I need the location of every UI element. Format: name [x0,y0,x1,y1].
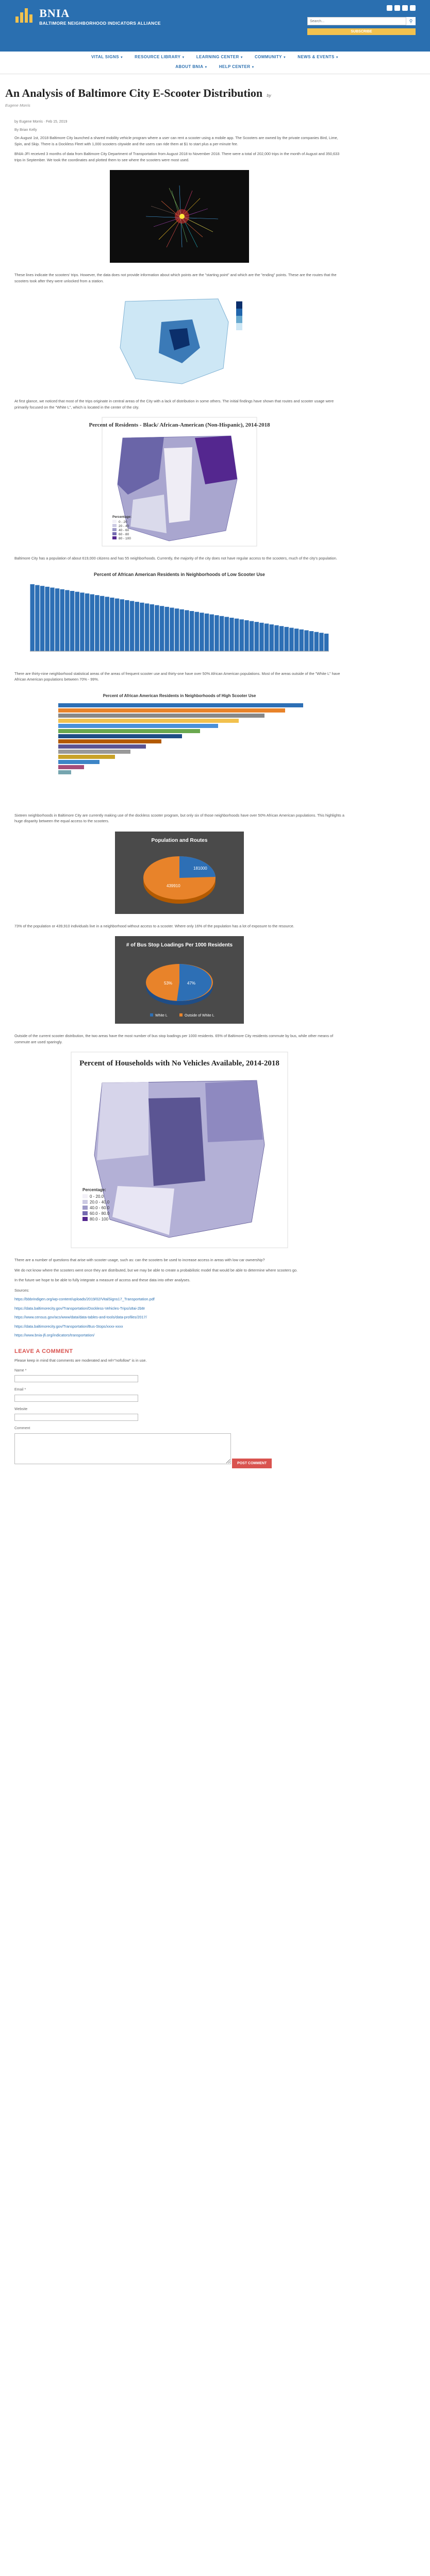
search-icon: ⚲ [409,18,413,24]
bar [315,632,319,651]
site-header [0,0,430,52]
scooter-routes-map [110,170,249,263]
chevron-down-icon: ▼ [181,56,185,59]
scooter-density-map [105,291,254,389]
bar [220,616,224,651]
african-american-map [89,417,270,546]
bar [45,586,49,651]
bar [58,724,218,728]
facebook-icon[interactable] [387,5,392,11]
bar [105,597,109,651]
bar [170,607,174,651]
population-routes-pie [115,832,244,914]
bar [195,612,199,651]
nav-community[interactable]: COMMUNITY ▼ [254,55,287,59]
paragraph-9: Outside of the current scooter distribution, the two areas have the most number of bus stop loadings per 1000 residents. 65% of Baltimore City residents commute by bus, while other means of commute are used sparingly. [14,1033,334,1044]
bar [40,586,44,651]
page-title: An Analysis of Baltimore City E-Scooter Distribution [5,87,263,99]
bar [135,602,139,651]
bar [324,633,328,651]
bar [58,714,264,718]
bar [58,708,285,713]
website-label: Website [14,1407,28,1411]
sources-list [14,1287,344,1338]
bar [65,590,69,651]
bar [155,605,159,651]
chevron-down-icon: ▼ [283,56,287,59]
bar [130,601,134,651]
pie-title: Population and Routes [151,837,208,843]
logo-subtitle: BALTIMORE NEIGHBORHOOD INDICATORS ALLIANCE [39,21,161,26]
name-field[interactable] [14,1375,138,1382]
map-title-line1: Percent of Residents - Black/ African-American (Non-Hispanic), 2014-2018 [89,422,270,428]
website-field[interactable] [14,1414,138,1421]
bar [58,739,161,743]
nav-about-bnia[interactable]: ABOUT BNIA ▼ [175,64,208,69]
chevron-down-icon: ▼ [251,66,255,69]
no-vehicles-map [71,1052,288,1248]
paragraph-8: 73% of the population or 439,910 individuals live in a neighborhood without access to a scooter. Where only 16% of the population has a lot of exposure to the resource. [14,923,294,928]
youtube-icon[interactable] [410,5,416,11]
bar [50,587,54,651]
source-link[interactable]: https://www.bnia-jfi.org/indicators/transportation/ [14,1333,95,1337]
source-link[interactable]: https://data.baltimorecity.gov/Transportation/Bus-Stops/xxxx-xxxx [14,1324,123,1329]
bar [274,625,278,651]
search-box [307,17,416,25]
legend-swatch-2 [179,1013,183,1016]
bar [58,719,239,723]
sources-heading: Sources: [14,1287,29,1293]
pie-label-2: 47% [187,981,196,986]
bar [289,628,293,651]
paragraph-4: At first glance, we noticed that most of the trips originate in central areas of the City with a lack of distribution in some others. The initial findings have shown that routes and scooter usage were primarily focused on the "White L", which is located in the center of the city. [14,399,334,410]
post-header [0,74,430,108]
source-link[interactable]: https://data.baltimorecity.gov/Transportation/Dockless-Vehicles-Trips/s8ai-2b8r [14,1306,145,1311]
source-link[interactable]: https://www.census.gov/acs/www/data/data-tables-and-tools/data-profiles/2017/ [14,1315,147,1319]
bar [250,621,254,651]
bar [35,585,39,651]
logo-title: BNIA [39,7,70,20]
source-link[interactable]: https://bbbrindigen.org/wp-content/uploads/2019/02/VitalSigns17_Transportation.pdf [14,1297,155,1301]
bar [100,596,104,651]
nav-help-center[interactable]: HELP CENTER ▼ [219,64,255,69]
bar [279,626,284,651]
pie-title: # of Bus Stop Loadings Per 1000 Residents [126,942,233,948]
post-by: by [267,93,271,98]
bar [285,626,289,651]
paragraph-6: There are thirty-nine neighborhood statistical areas of the areas of frequent scooter use and thirty-one have over 50% African American populations. Most of the areas outside of the "White L" have African American populations between 70% - 99%. [14,671,340,682]
region-east [205,1080,263,1142]
instagram-icon[interactable] [402,5,408,11]
region-center [148,1097,205,1186]
paragraph-3: These lines indicate the scooters' trips. However, the data does not provide information about which points are the "starting point" and which are the "ending" points. These are the routes that the scooters took after they were unlocked from a station. [14,273,337,283]
post-meta: by Eugene Morris · Feb 15, 2019 [14,120,68,124]
region-south [130,495,167,533]
bar [210,614,214,651]
legend-swatch-1 [150,1013,153,1016]
bar [160,606,164,651]
bar [58,770,71,774]
bar [205,613,209,651]
svg-text:80.0 - 100: 80.0 - 100 [90,1217,109,1222]
chart-title: Percent of African American Residents in Neighborhoods of Low Scooter Use [94,571,265,577]
pie-label-2: 181000 [193,866,207,871]
name-label: Name * [14,1368,27,1372]
bar [270,624,274,651]
svg-text:60.0 - 80.0: 60.0 - 80.0 [90,1211,110,1216]
bar [180,609,184,651]
bar [240,619,244,651]
chevron-down-icon: ▼ [240,56,243,59]
svg-text:0 - 20: 0 - 20 [119,520,127,524]
bar [75,591,79,651]
paragraph-7: Sixteen neighborhoods in Baltimore City are currently making use of the dockless scooter program, but only six of those neighborhoods have over 50% African American populations. This highlights a huge disparity between the equal access to the scooters. [14,812,344,823]
high-scooter-use-chart [22,690,337,803]
comment-form [14,1358,344,1468]
legend-label-1: White L [155,1014,168,1018]
nav-news-events[interactable]: NEWS & EVENTS ▼ [297,55,339,59]
map-title [89,422,270,428]
social-icons [307,5,416,11]
bar [244,620,249,651]
bar [185,610,189,651]
bar [120,599,124,651]
bar [58,703,303,707]
main-nav [0,52,430,74]
svg-text:60 - 80: 60 - 80 [119,533,129,536]
svg-text:80 - 100: 80 - 100 [119,537,131,540]
bar [259,622,263,651]
bar [235,618,239,651]
bar [70,591,74,651]
bar [58,734,182,738]
paragraph-5: Baltimore City has a population of about 619,000 citizens and has 55 neighborhoods. Currently, the majority of the city does not have regular access to the scooters, much of the city's population. [14,556,337,561]
bar [300,629,304,651]
bar [125,600,129,651]
bar [214,615,219,651]
bar [58,760,100,764]
svg-text:40.0 - 60.0: 40.0 - 60.0 [90,1206,110,1210]
paragraph-2: BNIA-JFI received 3 months of data from Baltimore City Department of Transportation from August 2018 to November 2018. There were a total of 202,000 trips in the month of August and 350,633 trips in September. We took the coordinates and plotted them to see where the scooters were most used. [14,151,340,162]
email-field[interactable] [14,1395,138,1402]
twitter-icon[interactable] [394,5,400,11]
svg-text:20 - 40: 20 - 40 [119,524,129,528]
chevron-down-icon: ▼ [335,56,339,59]
pie-label-1: 53% [164,981,173,986]
low-bars [30,584,329,651]
bar [264,623,269,651]
paragraph-12: In the future we hope to be able to fully integrate a measure of access and these data into other analyses. [14,1278,191,1282]
bar [319,633,323,651]
pie-label-1: 439910 [167,883,180,888]
nav-learning-center[interactable]: LEARNING CENTER ▼ [196,55,243,59]
bar [229,618,234,651]
bar [175,608,179,651]
paragraph-1: On August 1st, 2018 Baltimore City launched a shared mobility vehicle program where a user can rent a scooter using a mobile app. The Scooters are owned by the private companies Bird, Lime, Spin, and Skip. There is a Dockless Fleet with 1,000 scooters citywide and the users can ride them at $1 to start plus a per-minute fee. [14,135,338,146]
logo-bars-icon [15,7,36,23]
post-content [14,119,344,1468]
svg-text:40 - 60: 40 - 60 [119,529,129,532]
bar [225,617,229,651]
comment-textarea[interactable] [14,1433,231,1464]
bar [58,750,130,754]
bar [85,593,89,651]
bar [294,629,299,651]
header-tools [307,5,416,35]
bar [145,603,149,651]
nav-resource-library[interactable]: RESOURCE LIBRARY ▼ [135,55,185,59]
bar [58,755,115,759]
legend-label-2: Outside of White L [185,1014,214,1018]
svg-text:Percentage:: Percentage: [112,515,132,519]
bar [30,584,35,651]
email-label: Email * [14,1388,26,1392]
comment-label: Comment [14,1427,30,1430]
bar [95,595,99,651]
search-button[interactable] [406,17,416,25]
high-bars [58,703,303,774]
bus-stop-pie [115,936,244,1024]
post-author[interactable]: Eugene Morris [5,103,30,108]
bar [190,611,194,651]
bar [80,592,84,651]
comment-heading: LEAVE A COMMENT [14,1348,73,1354]
bar [255,622,259,651]
post-comment-button[interactable]: POST COMMENT [232,1459,272,1469]
bar [304,630,308,651]
post-byline: By Brian Kelly [14,128,37,132]
paragraph-11: We do not know where the scooters went once they are distributed, but we may be able to create a probabilistic model that would be able to determine where scooters go. [14,1267,298,1273]
svg-text:0 - 20.0: 0 - 20.0 [90,1194,104,1199]
bar [55,588,59,651]
search-input[interactable] [307,17,406,25]
map-title: Percent of Households with No Vehicles Available, 2014-2018 [79,1059,279,1067]
bar [140,602,144,651]
route-hub-core [179,214,185,219]
bar [200,613,204,651]
comment-intro: Please keep in mind that comments are moderated and rel="nofollow" is in use. [14,1358,147,1363]
bar [60,589,64,651]
bar [309,631,313,651]
chart-title: Percent of African American Residents in Neighborhoods of High Scooter Use [103,693,256,698]
svg-text:20.0 - 40.0: 20.0 - 40.0 [90,1200,110,1205]
paragraph-10: There are a number of questions that arise with scooter usage, such as: can the scooters be used to increase access in areas with low car ownership? [14,1258,265,1262]
bar [58,744,146,749]
density-legend [236,301,242,330]
bar [90,594,94,651]
low-scooter-use-chart [20,569,339,662]
chevron-down-icon: ▼ [120,56,124,59]
bar [150,604,154,651]
chevron-down-icon: ▼ [204,66,208,69]
bar [165,606,169,651]
bar [115,598,119,651]
bar [58,729,200,733]
svg-text:Percentage:: Percentage: [82,1188,106,1192]
nav-vital-signs[interactable]: VITAL SIGNS ▼ [91,55,124,59]
region-west [97,1082,148,1160]
site-logo[interactable] [15,7,161,26]
subscribe-button[interactable]: SUBSCRIBE [307,28,416,35]
bar [58,765,84,769]
bar [110,598,114,651]
